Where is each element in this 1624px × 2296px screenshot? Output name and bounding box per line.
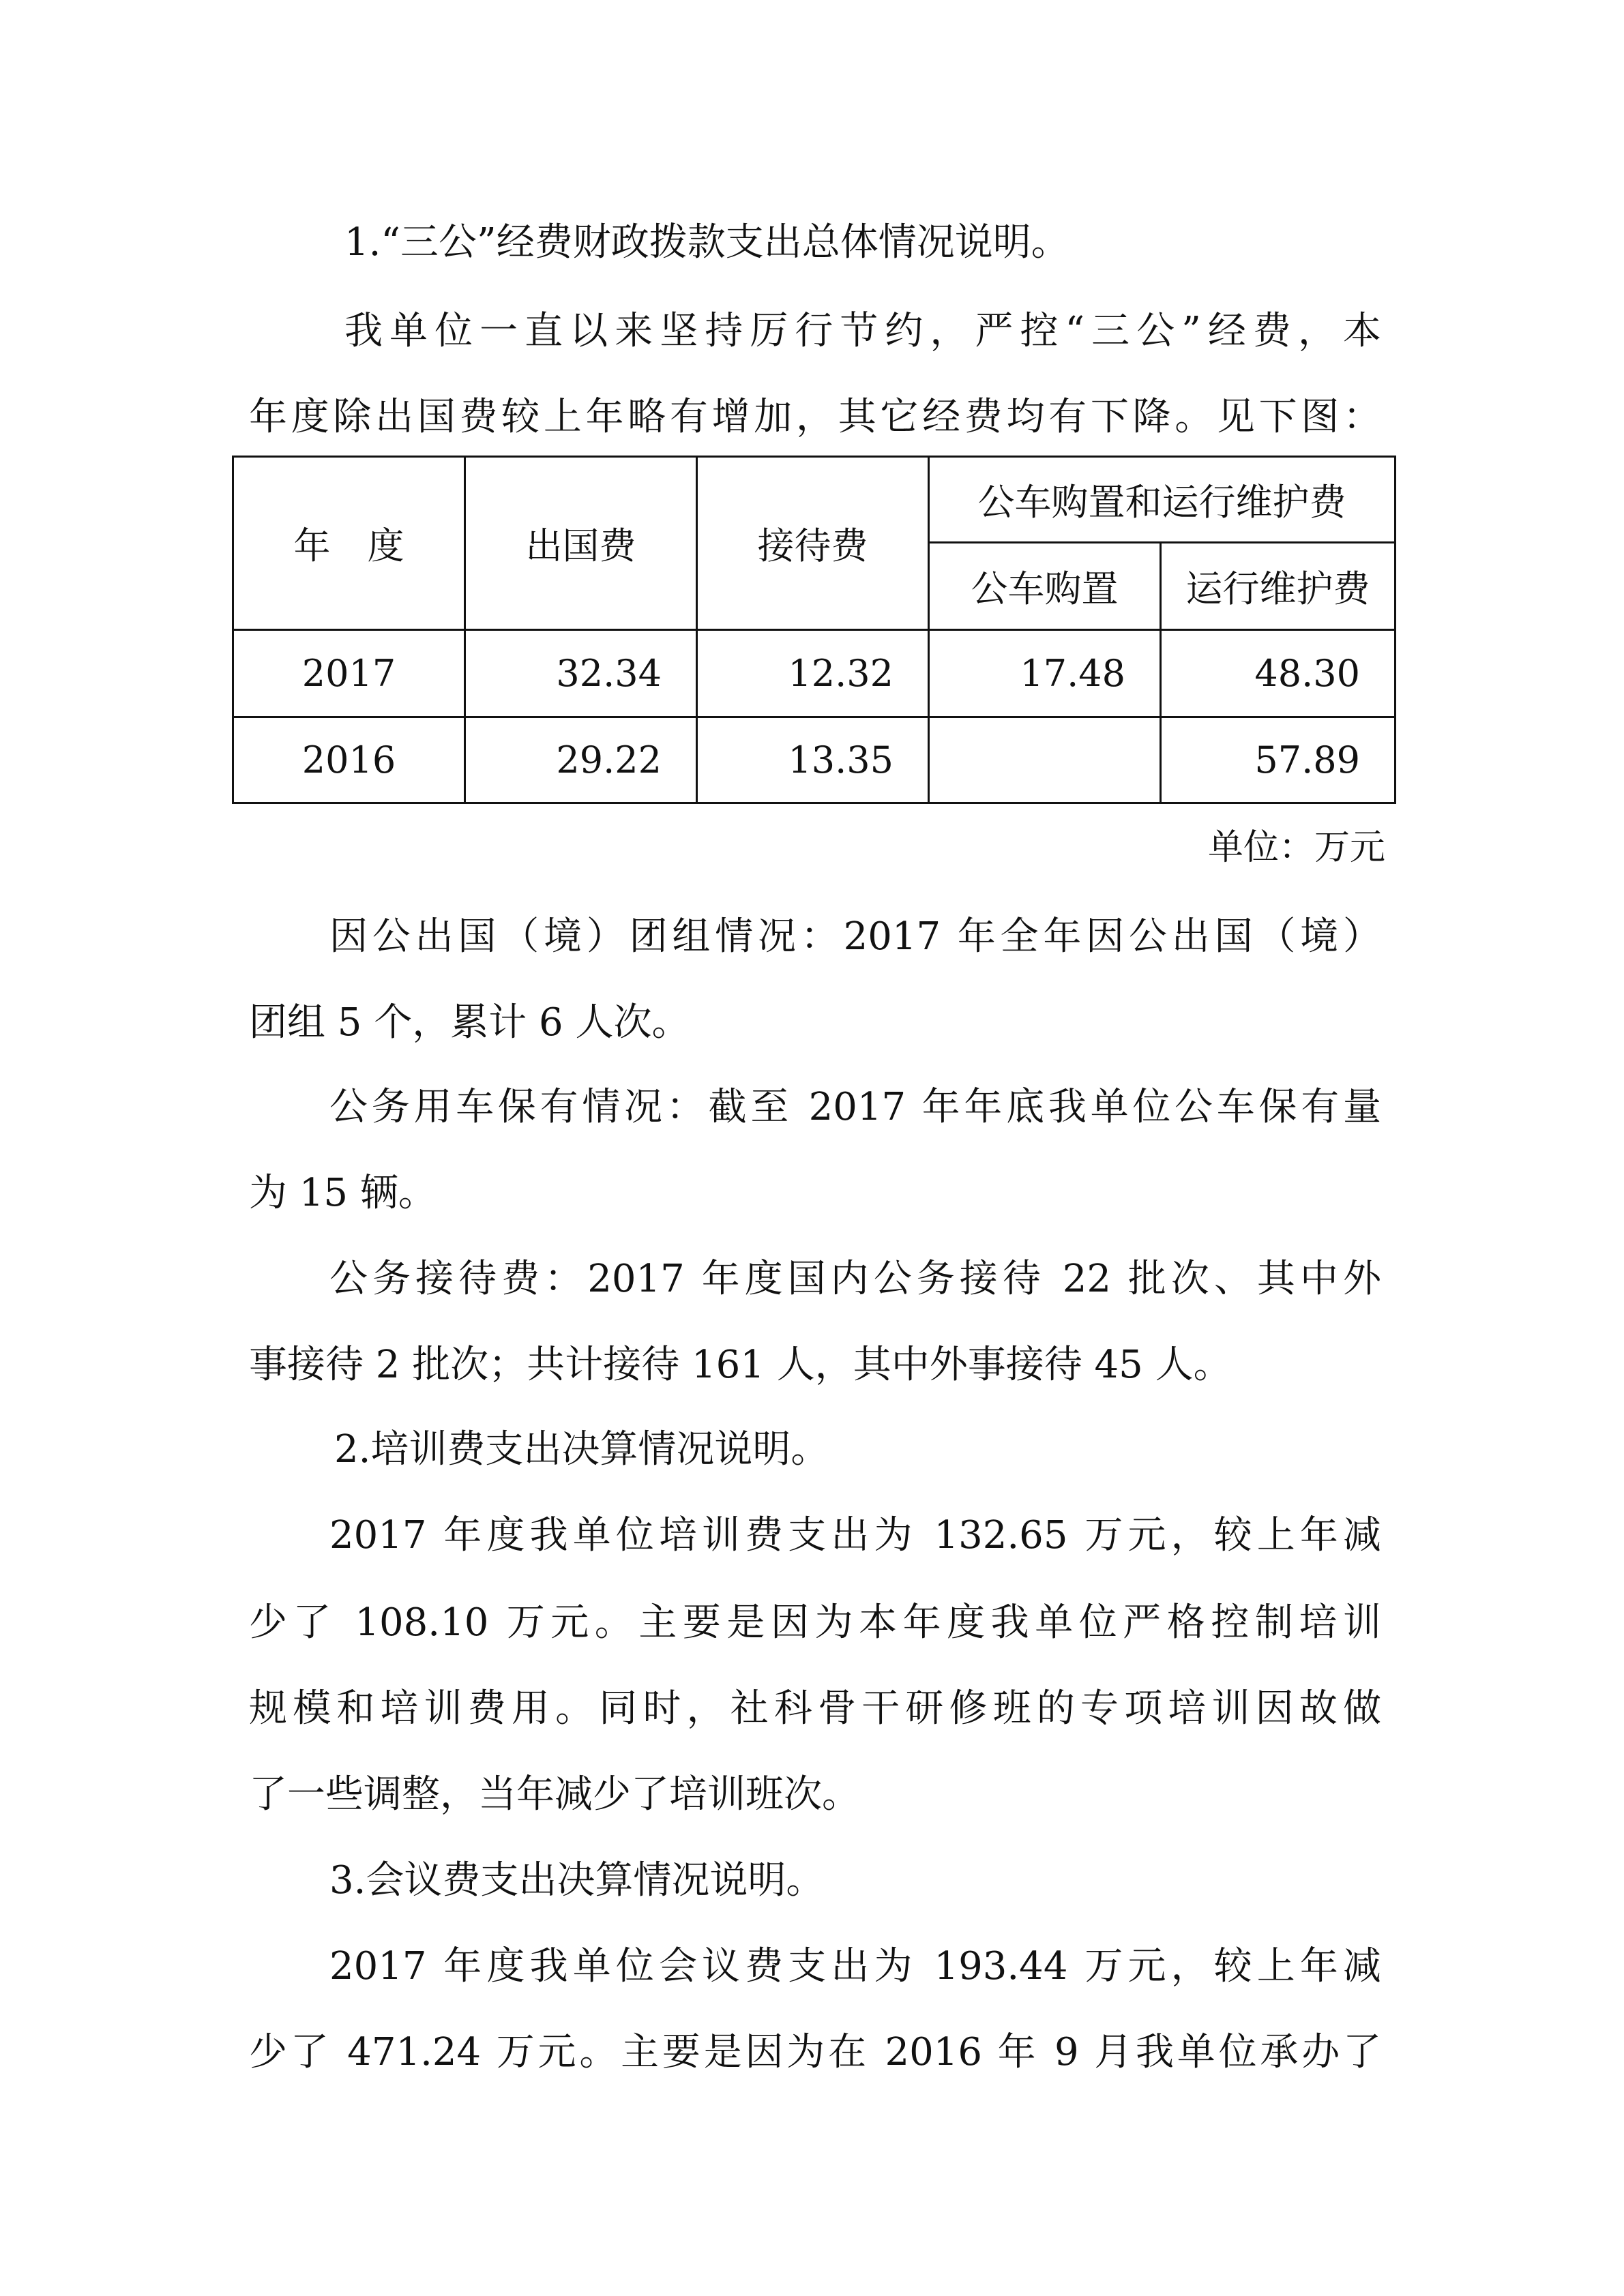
table-header-row xyxy=(233,457,1396,543)
table-row xyxy=(233,630,1396,717)
paragraph-line: 少了 471.24 万元。主要是因为在 2016 年 9 月我单位承办了 xyxy=(249,2030,1381,2074)
header-abroad: 出国费 xyxy=(465,457,697,630)
cell-reception: 13.35 xyxy=(697,717,929,803)
paragraph-line: 2017 年度我单位培训费支出为 132.65 万元，较上年减 xyxy=(329,1513,1381,1557)
table-row xyxy=(233,717,1396,803)
paragraph-line: 规模和培训费用。同时，社科骨干研修班的专项培训因故做 xyxy=(249,1686,1381,1731)
header-year: 年 度 xyxy=(233,457,465,630)
table-unit-note: 单位：万元 xyxy=(1207,827,1385,868)
header-vehicle-maintenance: 运行维护费 xyxy=(1161,543,1396,630)
header-reception: 接待费 xyxy=(697,457,929,630)
cell-vehicle-purchase: 17.48 xyxy=(929,630,1161,717)
paragraph-line: 公务接待费：2017 年度国内公务接待 22 批次、其中外 xyxy=(329,1257,1381,1301)
cell-year: 2016 xyxy=(233,717,465,803)
header-vehicle-group: 公车购置和运行维护费 xyxy=(929,457,1396,543)
heading-meeting: 3.会议费支出决算情况说明。 xyxy=(329,1858,825,1903)
cell-reception: 12.32 xyxy=(697,630,929,717)
cell-abroad: 29.22 xyxy=(465,717,697,803)
cell-vehicle-purchase xyxy=(929,717,1161,803)
header-vehicle-purchase: 公车购置 xyxy=(929,543,1161,630)
paragraph-line: 团组 5 个，累计 6 人次。 xyxy=(249,1000,690,1045)
paragraph-line: 为 15 辆。 xyxy=(249,1171,437,1215)
paragraph-line: 了一些调整，当年减少了培训班次。 xyxy=(249,1772,860,1817)
heading-san-gong: 1.“三公”经费财政拨款支出总体情况说明。 xyxy=(344,220,1069,265)
paragraph-line: 事接待 2 批次；共计接待 161 人，其中外事接待 45 人。 xyxy=(249,1343,1232,1387)
cell-abroad: 32.34 xyxy=(465,630,697,717)
paragraph-line: 我单位一直以来坚持厉行节约，严控“三公”经费，本 xyxy=(344,309,1381,353)
heading-training: 2.培训费支出决算情况说明。 xyxy=(334,1427,829,1472)
san-gong-table xyxy=(232,456,1396,804)
paragraph-line: 公务用车保有情况：截至 2017 年年底我单位公车保有量 xyxy=(329,1085,1381,1129)
cell-vehicle-maintenance: 48.30 xyxy=(1161,630,1396,717)
cell-vehicle-maintenance: 57.89 xyxy=(1161,717,1396,803)
cell-year: 2017 xyxy=(233,630,465,717)
paragraph-line: 少了 108.10 万元。主要是因为本年度我单位严格控制培训 xyxy=(249,1600,1381,1645)
paragraph-line: 因公出国（境）团组情况：2017 年全年因公出国（境） xyxy=(329,914,1381,959)
paragraph-line: 2017 年度我单位会议费支出为 193.44 万元，较上年减 xyxy=(329,1944,1381,1988)
paragraph-line: 年度除出国费较上年略有增加，其它经费均有下降。见下图： xyxy=(249,395,1381,439)
